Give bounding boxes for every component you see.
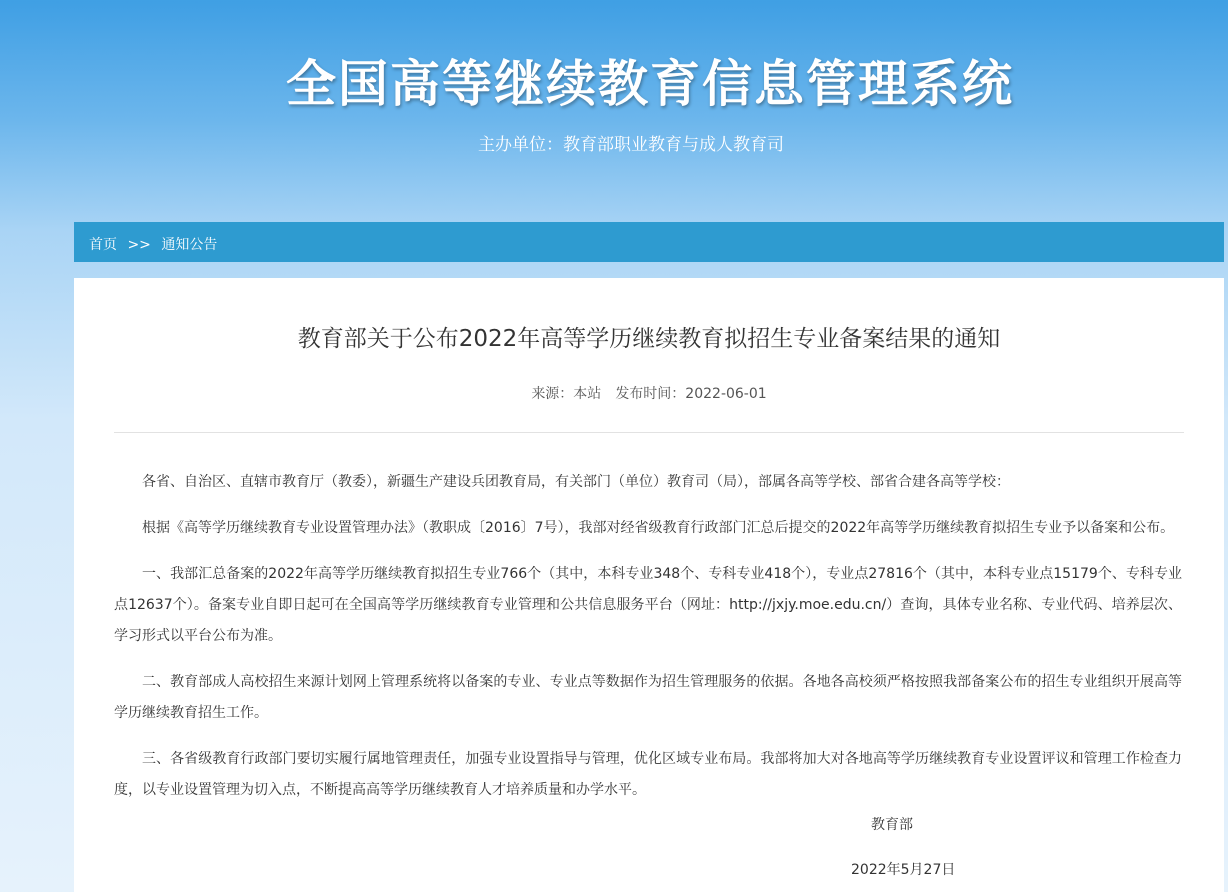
sponsor-line: 主办单位：教育部职业教育与成人教育司 — [478, 135, 784, 155]
article-source: 来源：本站 — [531, 386, 602, 402]
article-paragraph-2: 二、教育部成人高校招生来源计划网上管理系统将以备案的专业、专业点等数据作为招生管理服务的依据。各地各高校须严格按照我部备案公布的招生专业组织开展高等学历继续教育招生工作。 — [114, 674, 1182, 721]
article-paragraph-1: 一、我部汇总备案的2022年高等学历继续教育拟招生专业766个（其中，本科专业348个、专科专业418个），专业点27816个（其中，本科专业点15179个、专科专业点12637个）。备案专业自即日起可在全国高等学历继续教育专业管理和公共信息服务平台（网址：http://jxjy.moe.edu.cn/）查询，具体专业名称、专业代码、培养层次、学习形式以平台公布为准。 — [114, 566, 1182, 644]
breadcrumb — [74, 222, 1224, 262]
article-body — [114, 467, 1182, 821]
article-paragraph-basis: 根据《高等学历继续教育专业设置管理办法》（教职成〔2016〕7号），我部对经省级教育行政部门汇总后提交的2022年高等学历继续教育拟招生专业予以备案和公布。 — [142, 520, 1175, 536]
article-meta — [74, 383, 1224, 403]
article-title: 教育部关于公布2022年高等学历继续教育拟招生专业备案结果的通知 — [297, 326, 1001, 352]
breadcrumb-home-link[interactable]: 首页 — [89, 237, 117, 253]
breadcrumb-separator: >> — [127, 237, 151, 253]
site-header — [0, 0, 1228, 222]
site-title: 全国高等继续教育信息管理系统 — [286, 55, 1014, 113]
article-paragraph-3: 三、各省级教育行政部门要切实履行属地管理责任，加强专业设置指导与管理，优化区域专业布局。我部将加大对各地高等学历继续教育专业设置评议和管理工作检查力度，以专业设置管理为切入点，不断提高高等学历继续教育人才培养质量和办学水平。 — [114, 751, 1182, 798]
title-divider — [114, 432, 1184, 433]
article-paragraph-salutation: 各省、自治区、直辖市教育厅（教委），新疆生产建设兵团教育局，有关部门（单位）教育司（局），部属各高等学校、部省合建各高等学校： — [142, 474, 1010, 490]
signature-date: 2022年5月27日 — [851, 862, 956, 878]
breadcrumb-current-link[interactable]: 通知公告 — [161, 237, 218, 253]
signature-org: 教育部 — [871, 817, 913, 833]
article-publish-time: 发布时间：2022-06-01 — [615, 386, 767, 402]
article-panel — [74, 278, 1224, 892]
